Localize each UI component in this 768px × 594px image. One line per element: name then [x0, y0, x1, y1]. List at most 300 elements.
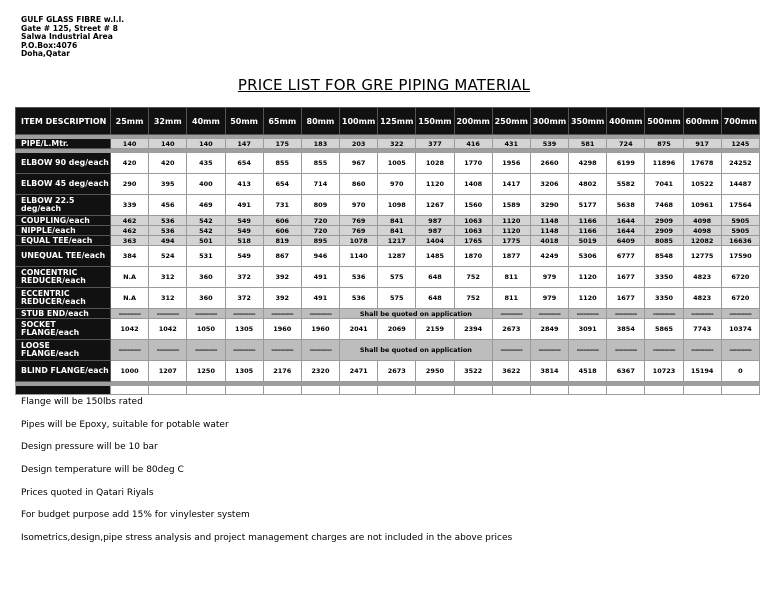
price-cell: 5865: [645, 319, 683, 340]
price-cell: 8548: [645, 246, 683, 267]
price-cell: 14487: [721, 174, 759, 195]
price-cell: 10374: [721, 319, 759, 340]
price-cell: 12082: [683, 236, 721, 246]
price-cell: 987: [416, 226, 454, 236]
price-cell: 140: [149, 139, 187, 149]
item-description: ELBOW 90 deg/each: [16, 153, 111, 174]
price-cell: 491: [301, 267, 339, 288]
price-cell: 5019: [569, 236, 607, 246]
note-item: Pipes will be Epoxy, suitable for potable water: [21, 419, 229, 430]
price-cell: 769: [340, 216, 378, 226]
price-cell: 413: [225, 174, 263, 195]
price-cell: 3814: [530, 361, 568, 382]
price-cell: 1305: [225, 361, 263, 382]
price-cell: 1166: [569, 216, 607, 226]
table-row: [16, 139, 760, 149]
price-cell: 1063: [454, 226, 492, 236]
price-cell: 1028: [416, 153, 454, 174]
price-cell: 542: [187, 216, 225, 226]
price-cell: 3350: [645, 267, 683, 288]
price-cell: 384: [111, 246, 149, 267]
price-cell: 542: [187, 226, 225, 236]
price-table: [15, 107, 760, 395]
price-cell: 1408: [454, 174, 492, 195]
company-address: [21, 16, 124, 59]
footer-cell: [530, 386, 568, 395]
price-cell: 6367: [607, 361, 645, 382]
price-cell: 1120: [569, 288, 607, 309]
price-cell: 24252: [721, 153, 759, 174]
price-cell: 549: [225, 226, 263, 236]
table-row: [16, 288, 760, 309]
size-header: 300mm: [530, 108, 568, 135]
price-cell: 867: [263, 246, 301, 267]
page-title: PRICE LIST FOR GRE PIPING MATERIAL: [237, 76, 531, 94]
item-description: UNEQUAL TEE/each: [16, 246, 111, 267]
price-cell: 2176: [263, 361, 301, 382]
price-cell: 1063: [454, 216, 492, 226]
price-cell: 720: [301, 226, 339, 236]
dash-cell: ----------: [492, 340, 530, 361]
price-cell: 501: [187, 236, 225, 246]
price-cell: 518: [225, 236, 263, 246]
dash-cell: ----------: [111, 309, 149, 319]
footer-cell: [721, 386, 759, 395]
price-cell: 2849: [530, 319, 568, 340]
dash-cell: ----------: [721, 309, 759, 319]
price-cell: 1140: [340, 246, 378, 267]
price-cell: 752: [454, 288, 492, 309]
price-cell: 2394: [454, 319, 492, 340]
price-cell: 2909: [645, 216, 683, 226]
price-cell: 1120: [492, 216, 530, 226]
price-cell: 1148: [530, 216, 568, 226]
table-row: [16, 246, 760, 267]
item-description: STUB END/each: [16, 309, 111, 319]
price-cell: 3854: [607, 319, 645, 340]
dash-cell: ----------: [607, 309, 645, 319]
price-cell: 140: [187, 139, 225, 149]
size-header: 50mm: [225, 108, 263, 135]
company-city: Doha,Qatar: [21, 49, 71, 59]
dash-cell: ----------: [263, 340, 301, 361]
price-cell: 17564: [721, 195, 759, 216]
dash-cell: ----------: [683, 309, 721, 319]
price-cell: 811: [492, 288, 530, 309]
price-cell: 1098: [378, 195, 416, 216]
price-cell: 1166: [569, 226, 607, 236]
price-cell: 536: [340, 288, 378, 309]
price-cell: 10723: [645, 361, 683, 382]
price-cell: 6777: [607, 246, 645, 267]
item-description: BLIND FLANGE/each: [16, 361, 111, 382]
company-name: GULF GLASS FIBRE w.l.l.: [21, 15, 125, 24]
note-item: Design temperature will be 80deg C: [21, 465, 184, 476]
price-cell: 1770: [454, 153, 492, 174]
size-header: 150mm: [416, 108, 454, 135]
size-header: 100mm: [340, 108, 378, 135]
price-cell: 970: [340, 195, 378, 216]
quoted-on-application-note: Shall be quoted on application: [340, 340, 493, 361]
footer-cell: [607, 386, 645, 395]
item-description: EQUAL TEE/each: [16, 236, 111, 246]
price-cell: 5177: [569, 195, 607, 216]
table-row: [16, 267, 760, 288]
table-row: [16, 174, 760, 195]
price-cell: 6720: [721, 288, 759, 309]
price-cell: 372: [225, 267, 263, 288]
price-cell: 431: [492, 139, 530, 149]
price-cell: 3622: [492, 361, 530, 382]
dash-cell: ----------: [111, 340, 149, 361]
price-cell: 17678: [683, 153, 721, 174]
price-cell: 5905: [721, 216, 759, 226]
price-cell: 855: [263, 153, 301, 174]
price-cell: 3350: [645, 288, 683, 309]
price-cell: 860: [340, 174, 378, 195]
dash-cell: ----------: [301, 309, 339, 319]
size-header: 600mm: [683, 108, 721, 135]
company-gate: Gate # 125, Street # 8: [21, 23, 118, 33]
table-row: [16, 153, 760, 174]
price-cell: 469: [187, 195, 225, 216]
price-cell: 895: [301, 236, 339, 246]
price-cell: 648: [416, 267, 454, 288]
price-cell: 2041: [340, 319, 378, 340]
price-cell: 4518: [569, 361, 607, 382]
price-cell: 2660: [530, 153, 568, 174]
price-cell: 875: [645, 139, 683, 149]
company-pobox: P.O.Box:4076: [21, 40, 78, 50]
price-cell: 524: [149, 246, 187, 267]
price-cell: 648: [416, 288, 454, 309]
price-cell: 7743: [683, 319, 721, 340]
notes-list: [21, 394, 512, 553]
note-item: Flange will be 150lbs rated: [21, 397, 143, 407]
price-cell: 979: [530, 288, 568, 309]
price-cell: 4823: [683, 288, 721, 309]
item-description: NIPPLE/each: [16, 226, 111, 236]
size-header: 65mm: [263, 108, 301, 135]
price-cell: 6720: [721, 267, 759, 288]
company-area: Salwa Industrial Area: [21, 32, 113, 42]
price-cell: 1877: [492, 246, 530, 267]
price-cell: 491: [301, 288, 339, 309]
price-cell: 2950: [416, 361, 454, 382]
price-cell: 1765: [454, 236, 492, 246]
price-cell: 1042: [111, 319, 149, 340]
price-cell: 4249: [530, 246, 568, 267]
price-cell: 1078: [340, 236, 378, 246]
price-cell: 809: [301, 195, 339, 216]
price-cell: 575: [378, 267, 416, 288]
item-description: ELBOW 45 deg/each: [16, 174, 111, 195]
price-cell: 420: [111, 153, 149, 174]
price-cell: 811: [492, 267, 530, 288]
price-cell: 724: [607, 139, 645, 149]
price-cell: 1560: [454, 195, 492, 216]
price-cell: 462: [111, 216, 149, 226]
price-cell: 1267: [416, 195, 454, 216]
price-cell: 15194: [683, 361, 721, 382]
price-cell: 183: [301, 139, 339, 149]
price-cell: 1305: [225, 319, 263, 340]
price-cell: 1245: [721, 139, 759, 149]
size-header: 500mm: [645, 108, 683, 135]
price-cell: 3206: [530, 174, 568, 195]
price-cell: 10961: [683, 195, 721, 216]
price-cell: 987: [416, 216, 454, 226]
price-cell: 1677: [607, 288, 645, 309]
price-cell: 1050: [187, 319, 225, 340]
price-cell: 654: [225, 153, 263, 174]
price-cell: 400: [187, 174, 225, 195]
item-description: ECCENTRIC REDUCER/each: [16, 288, 111, 309]
price-cell: 1677: [607, 267, 645, 288]
price-cell: 1120: [416, 174, 454, 195]
dash-cell: ----------: [530, 309, 568, 319]
price-cell: 5582: [607, 174, 645, 195]
price-cell: 494: [149, 236, 187, 246]
item-description: LOOSE FLANGE/each: [16, 340, 111, 361]
dash-cell: ----------: [645, 340, 683, 361]
size-header: 200mm: [454, 108, 492, 135]
price-cell: 539: [530, 139, 568, 149]
table-row: [16, 340, 760, 361]
price-cell: 2159: [416, 319, 454, 340]
dash-cell: ----------: [683, 340, 721, 361]
table-row: [16, 309, 760, 319]
price-cell: 140: [111, 139, 149, 149]
price-cell: 2673: [492, 319, 530, 340]
dash-cell: ----------: [187, 309, 225, 319]
dash-cell: ----------: [149, 340, 187, 361]
price-cell: 1000: [111, 361, 149, 382]
size-header: 700mm: [721, 108, 759, 135]
size-header: 80mm: [301, 108, 339, 135]
price-cell: 1042: [149, 319, 187, 340]
price-cell: N.A: [111, 288, 149, 309]
quoted-on-application-note: Shall be quoted on application: [340, 309, 493, 319]
price-cell: 1250: [187, 361, 225, 382]
size-header: 40mm: [187, 108, 225, 135]
price-cell: 1148: [530, 226, 568, 236]
price-cell: 752: [454, 267, 492, 288]
price-cell: 967: [340, 153, 378, 174]
price-cell: 3290: [530, 195, 568, 216]
price-cell: 1404: [416, 236, 454, 246]
note-item: For budget purpose add 15% for vinylester system: [21, 510, 250, 521]
size-header: 250mm: [492, 108, 530, 135]
price-cell: 395: [149, 174, 187, 195]
dash-cell: ----------: [149, 309, 187, 319]
price-cell: 6199: [607, 153, 645, 174]
size-header: 400mm: [607, 108, 645, 135]
dash-cell: ----------: [607, 340, 645, 361]
price-cell: 654: [263, 174, 301, 195]
price-cell: 0: [721, 361, 759, 382]
item-description: COUPLING/each: [16, 216, 111, 226]
size-header: 350mm: [569, 108, 607, 135]
price-cell: 1120: [569, 267, 607, 288]
price-cell: 16636: [721, 236, 759, 246]
price-cell: 1956: [492, 153, 530, 174]
price-cell: 1775: [492, 236, 530, 246]
table-header-row: [16, 108, 760, 135]
footer-cell: [645, 386, 683, 395]
dash-cell: ----------: [492, 309, 530, 319]
price-cell: 855: [301, 153, 339, 174]
price-cell: 290: [111, 174, 149, 195]
price-cell: 1217: [378, 236, 416, 246]
price-cell: 360: [187, 288, 225, 309]
price-cell: 1960: [301, 319, 339, 340]
price-cell: 1485: [416, 246, 454, 267]
table-row: [16, 319, 760, 340]
price-cell: 5638: [607, 195, 645, 216]
size-header: 25mm: [111, 108, 149, 135]
price-cell: 435: [187, 153, 225, 174]
price-cell: N.A: [111, 267, 149, 288]
dash-cell: ----------: [301, 340, 339, 361]
price-cell: 549: [225, 216, 263, 226]
price-cell: 1417: [492, 174, 530, 195]
price-cell: 2909: [645, 226, 683, 236]
dash-cell: ----------: [721, 340, 759, 361]
price-cell: 491: [225, 195, 263, 216]
price-cell: 392: [263, 288, 301, 309]
price-cell: 392: [263, 267, 301, 288]
price-cell: 917: [683, 139, 721, 149]
price-cell: 11896: [645, 153, 683, 174]
price-cell: 372: [225, 288, 263, 309]
price-cell: 3091: [569, 319, 607, 340]
price-cell: 1120: [492, 226, 530, 236]
price-cell: 606: [263, 226, 301, 236]
price-cell: 7041: [645, 174, 683, 195]
price-cell: 606: [263, 216, 301, 226]
table-body: [16, 135, 760, 395]
price-cell: 8085: [645, 236, 683, 246]
price-cell: 12775: [683, 246, 721, 267]
price-cell: 536: [340, 267, 378, 288]
price-cell: 4802: [569, 174, 607, 195]
price-cell: 769: [340, 226, 378, 236]
price-cell: 731: [263, 195, 301, 216]
price-cell: 416: [454, 139, 492, 149]
dash-cell: ----------: [569, 340, 607, 361]
price-cell: 462: [111, 226, 149, 236]
price-cell: 10522: [683, 174, 721, 195]
price-cell: 175: [263, 139, 301, 149]
price-cell: 5306: [569, 246, 607, 267]
price-cell: 1287: [378, 246, 416, 267]
price-cell: 4098: [683, 216, 721, 226]
footer-cell: [683, 386, 721, 395]
price-cell: 4298: [569, 153, 607, 174]
item-description-header: ITEM DESCRIPTION: [16, 108, 111, 135]
note-item: Isometrics,design,pipe stress analysis and project management charges are not included in the above prices: [21, 533, 513, 544]
dash-cell: ----------: [569, 309, 607, 319]
price-cell: 714: [301, 174, 339, 195]
price-cell: 536: [149, 226, 187, 236]
price-cell: 819: [263, 236, 301, 246]
price-cell: 363: [111, 236, 149, 246]
price-cell: 6409: [607, 236, 645, 246]
table-row: [16, 361, 760, 382]
price-cell: 946: [301, 246, 339, 267]
note-item: Prices quoted in Qatari Riyals: [21, 487, 154, 498]
size-header: 125mm: [378, 108, 416, 135]
price-cell: 1644: [607, 226, 645, 236]
price-cell: 203: [340, 139, 378, 149]
price-cell: 4098: [683, 226, 721, 236]
price-cell: 1207: [149, 361, 187, 382]
dash-cell: ----------: [225, 340, 263, 361]
price-cell: 339: [111, 195, 149, 216]
size-header: 32mm: [149, 108, 187, 135]
table-row: [16, 195, 760, 216]
price-cell: 575: [378, 288, 416, 309]
price-cell: 581: [569, 139, 607, 149]
item-description: CONCENTRIC REDUCER/each: [16, 267, 111, 288]
price-cell: 2471: [340, 361, 378, 382]
price-cell: 420: [149, 153, 187, 174]
price-cell: 5905: [721, 226, 759, 236]
price-cell: 322: [378, 139, 416, 149]
price-cell: 979: [530, 267, 568, 288]
price-cell: 2673: [378, 361, 416, 382]
price-cell: 147: [225, 139, 263, 149]
price-cell: 7468: [645, 195, 683, 216]
price-cell: 1589: [492, 195, 530, 216]
table-row: [16, 216, 760, 226]
price-cell: 1005: [378, 153, 416, 174]
note-item: Design pressure will be 10 bar: [21, 442, 158, 453]
price-cell: 312: [149, 267, 187, 288]
dash-cell: ----------: [530, 340, 568, 361]
price-cell: 1960: [263, 319, 301, 340]
item-description: SOCKET FLANGE/each: [16, 319, 111, 340]
dash-cell: ----------: [263, 309, 301, 319]
price-cell: 4823: [683, 267, 721, 288]
price-cell: 841: [378, 226, 416, 236]
price-cell: 531: [187, 246, 225, 267]
dash-cell: ----------: [225, 309, 263, 319]
table-row: [16, 236, 760, 246]
price-cell: 4018: [530, 236, 568, 246]
price-cell: 970: [378, 174, 416, 195]
item-description: PIPE/L.Mtr.: [16, 139, 111, 149]
price-cell: 17590: [721, 246, 759, 267]
dash-cell: ----------: [645, 309, 683, 319]
price-cell: 720: [301, 216, 339, 226]
price-cell: 1644: [607, 216, 645, 226]
price-cell: 841: [378, 216, 416, 226]
price-cell: 456: [149, 195, 187, 216]
price-cell: 2320: [301, 361, 339, 382]
table-row: [16, 226, 760, 236]
item-description: ELBOW 22.5 deg/each: [16, 195, 111, 216]
price-cell: 3522: [454, 361, 492, 382]
price-cell: 377: [416, 139, 454, 149]
price-cell: 2069: [378, 319, 416, 340]
price-cell: 312: [149, 288, 187, 309]
dash-cell: ----------: [187, 340, 225, 361]
footer-cell: [569, 386, 607, 395]
price-cell: 549: [225, 246, 263, 267]
price-cell: 1870: [454, 246, 492, 267]
